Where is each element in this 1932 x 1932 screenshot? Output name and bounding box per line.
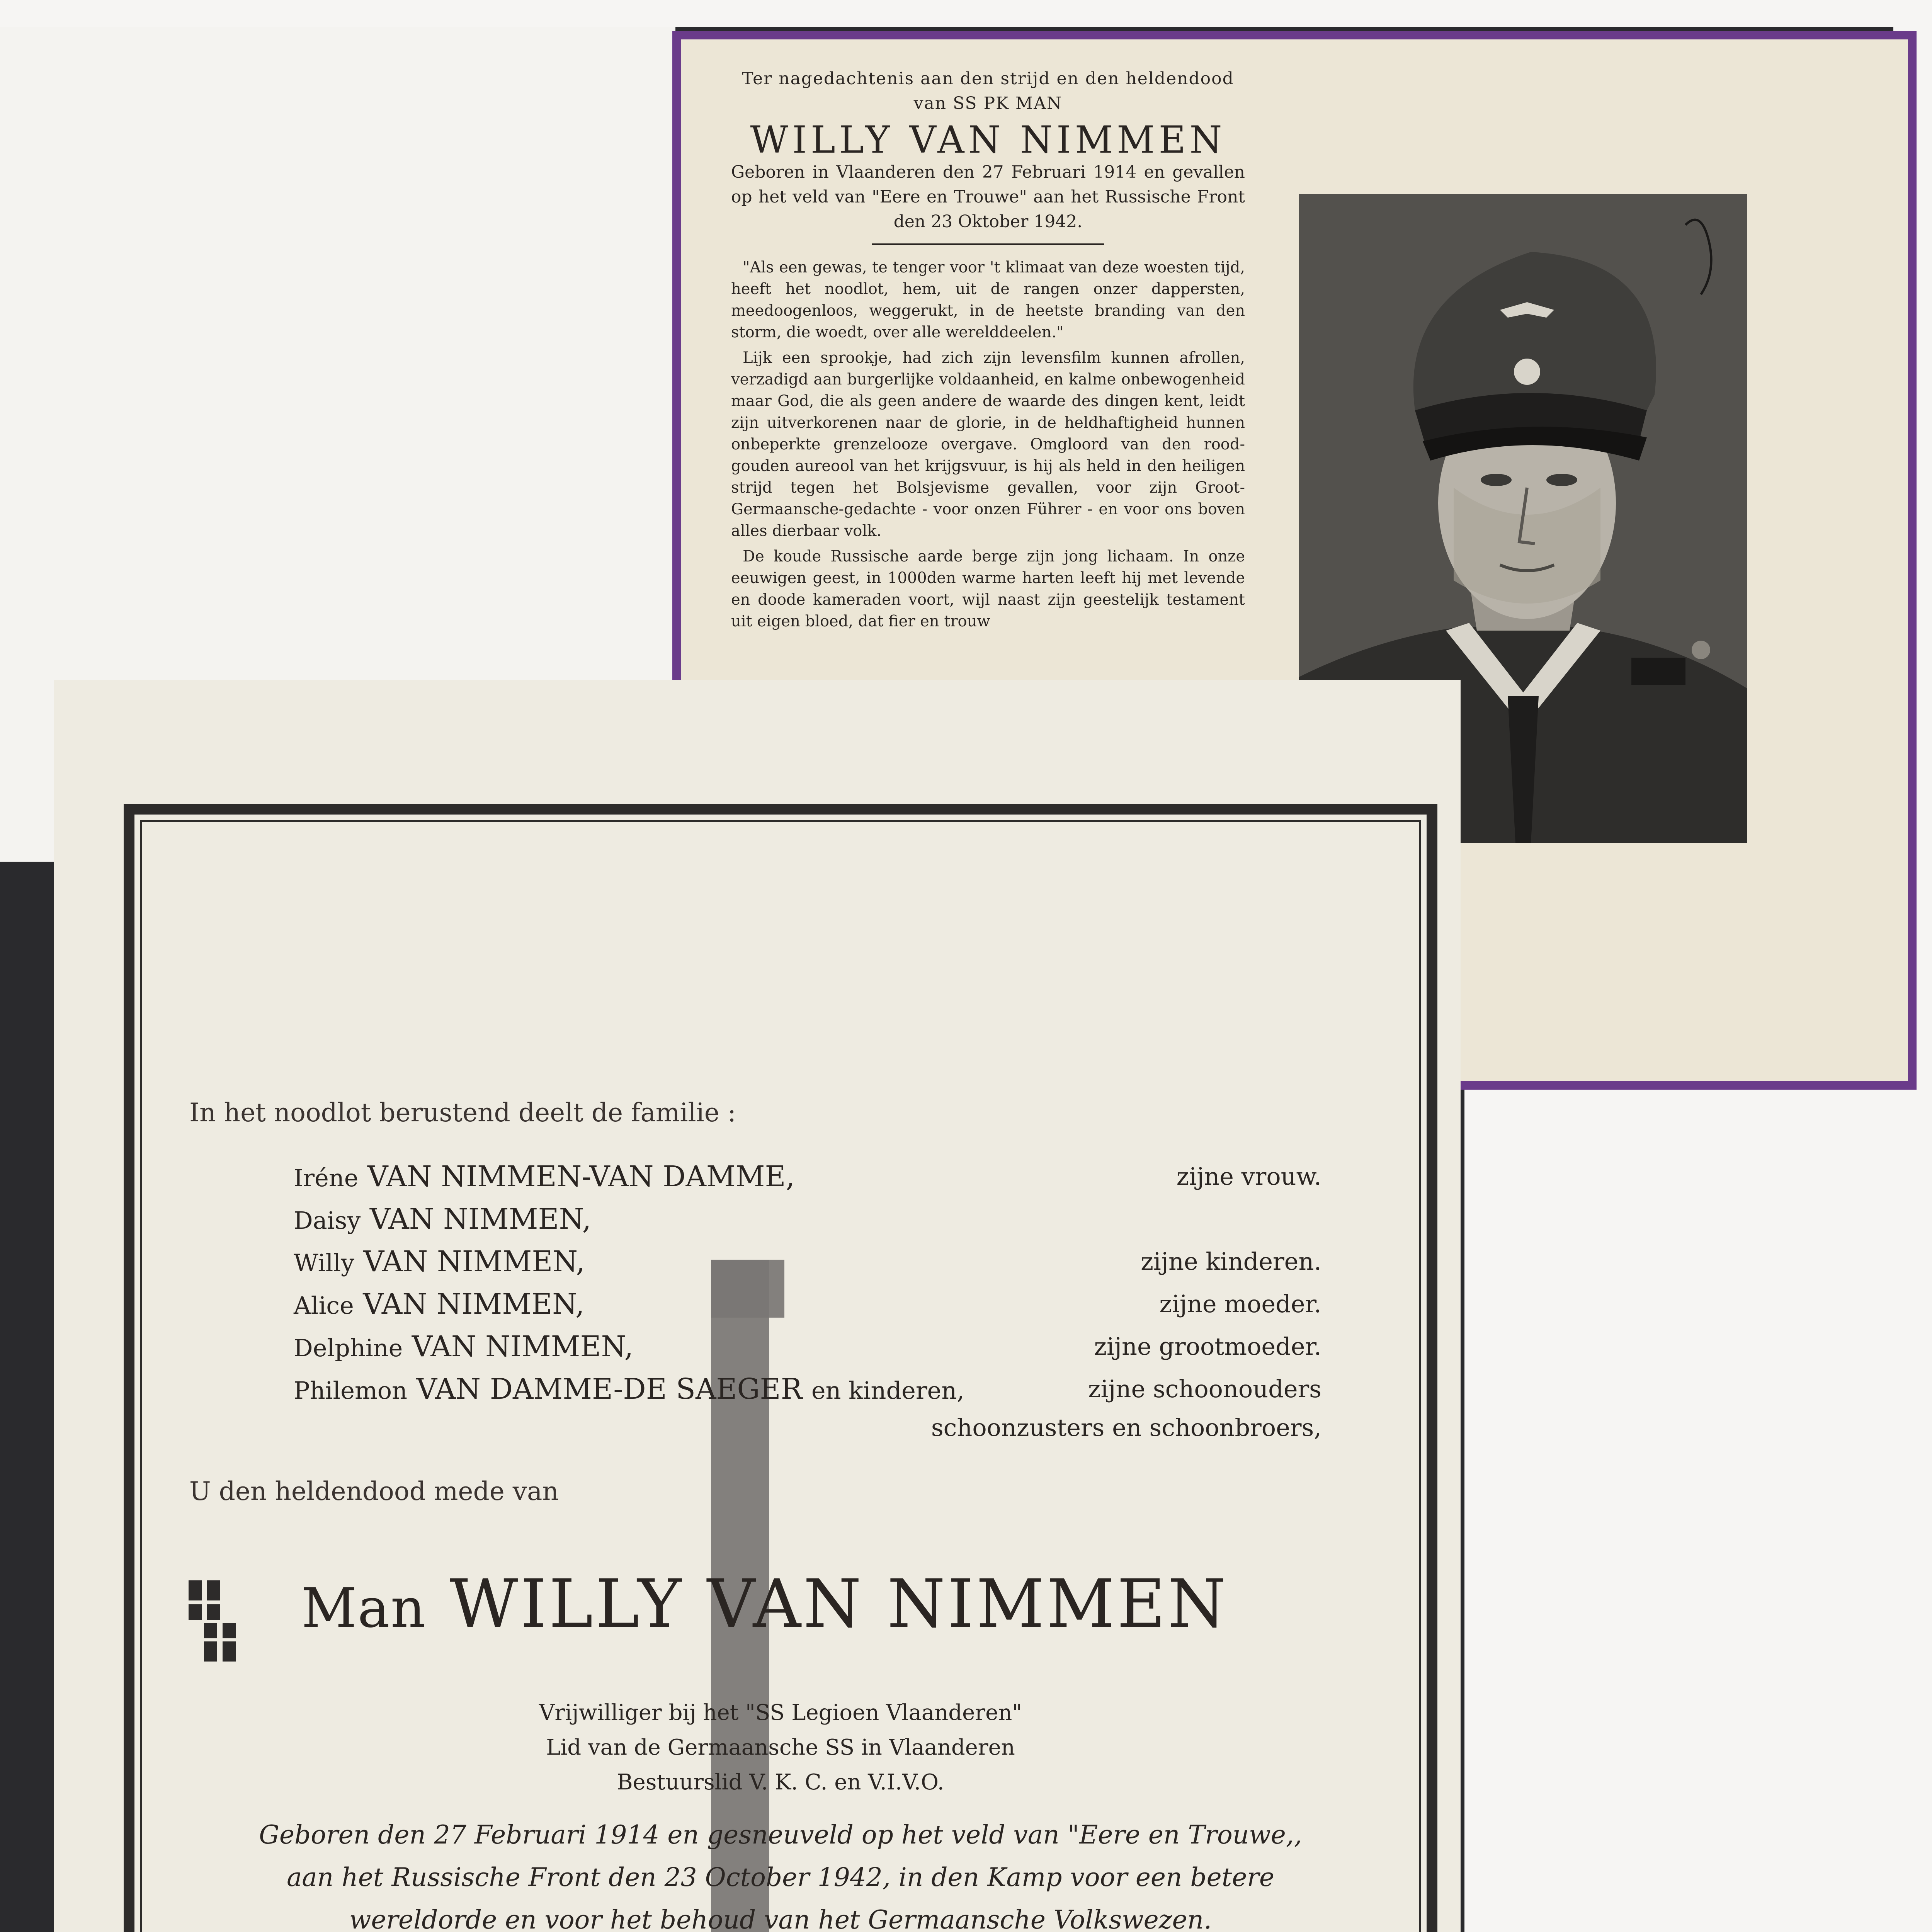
role-line: Bestuurslid V. K. C. en V.I.V.O. xyxy=(617,1770,944,1795)
last-name: VAN NIMMEN, xyxy=(363,1287,585,1321)
cross-top xyxy=(711,1260,784,1318)
first-name: Willy xyxy=(294,1249,355,1277)
family-intro: In het noodlot berustend deelt de familie : xyxy=(189,1098,736,1128)
card-heading-line2: van SS PK MAN xyxy=(913,94,1063,113)
role-line: Vrijwilliger bij het "SS Legioen Vlaanderen" xyxy=(539,1700,1022,1725)
notice-frame xyxy=(124,804,1437,1932)
first-name: Daisy xyxy=(294,1206,361,1235)
first-name: Delphine xyxy=(294,1334,403,1362)
family-member xyxy=(294,1329,633,1366)
role-line: Lid van de Germaansche SS in Vlaanderen xyxy=(546,1735,1015,1760)
family-relation-tail: schoonzusters en schoonbroers, xyxy=(931,1413,1321,1442)
first-name: Iréne xyxy=(294,1164,359,1192)
last-name: VAN NIMMEN, xyxy=(369,1202,592,1236)
family-member xyxy=(294,1372,964,1408)
born-line: wereldorde en voor het behoud van het Germaansche Volkswezen. xyxy=(349,1905,1212,1932)
last-name: VAN NIMMEN-VAN DAMME, xyxy=(367,1160,795,1193)
family-member xyxy=(294,1244,585,1281)
rank-label: Man xyxy=(301,1577,426,1640)
announce-line: U den heldendood mede van xyxy=(189,1476,559,1506)
last-name: VAN DAMME-DE SAEGER xyxy=(416,1372,803,1406)
card-name: WILLY VAN NIMMEN xyxy=(750,118,1226,162)
first-name: Alice xyxy=(294,1291,354,1320)
extra-text: en kinderen, xyxy=(811,1376,964,1405)
card-heading-line1: Ter nagedachtenis aan den strijd en den heldendood xyxy=(742,69,1234,88)
card-paragraph: Lijk een sprookje, had zich zijn levensfilm kunnen afrollen, verzadigd aan burgerlijke voldaanheid, en kalme onbewogenheid maar God, die als geen andere de waarde des dingen kent, leidt zijn uitverkorenen naar de glorie, in de heldhaftigheid hunnen onbeperkte grenzelooze overgave. Omgloord van den rood-gouden aureool van het krijgsvuur, is hij als held in den heiligen strijd tegen het Bolsjevisme gevallen, voor zijn Groot-Germaansche-gedachte - voor onzen Führer - en voor ons boven alles dierbaar volk. xyxy=(731,349,1245,540)
family-relation: zijne vrouw. xyxy=(1176,1162,1321,1190)
death-notice xyxy=(54,680,1461,1932)
deceased-name-text: WILLY VAN NIMMEN xyxy=(449,1565,1228,1643)
family-relation: zijne kinderen. xyxy=(1141,1247,1321,1276)
family-member xyxy=(294,1202,591,1238)
first-name: Philemon xyxy=(294,1376,408,1405)
card-body xyxy=(731,257,1245,632)
scan-background-strip xyxy=(0,0,1932,27)
family-member xyxy=(294,1287,585,1323)
family-relation: zijne schoonouders xyxy=(1088,1375,1321,1403)
card-divider xyxy=(872,243,1104,245)
born-line: aan het Russische Front den 23 October 1942, in den Kamp voor een betere xyxy=(287,1862,1274,1892)
born-line: Geboren den 27 Februari 1914 en gesneuveld op het veld van "Eere en Trouwe,, xyxy=(259,1820,1302,1850)
last-name: VAN NIMMEN, xyxy=(363,1245,585,1278)
family-member xyxy=(294,1159,795,1196)
memorial-card-text xyxy=(731,66,1245,636)
family-relation: zijne moeder. xyxy=(1159,1290,1321,1318)
last-name: VAN NIMMEN, xyxy=(412,1330,634,1363)
card-dates: Geboren in Vlaanderen den 27 Februari 1914 en gevallen op het veld van "Eere en Trouwe" aan het Russische Front den 23 Oktober 1942. xyxy=(731,162,1245,231)
card-paragraph: De koude Russische aarde berge zijn jong lichaam. In onze eeuwigen geest, in 1000den warme harten leeft hij met levende en doode kameraden voort, wijl naast zijn geestelijk testament uit eigen bloed, dat fier en trouw xyxy=(731,548,1245,630)
card-paragraph: "Als een gewas, te tenger voor 't klimaat van deze woesten tijd, heeft het noodlot, hem, uit de rangen onzer dappersten, meedoogenloos, weggerukt, in de heetste branding van den storm, die woedt, over alle werelddeelen." xyxy=(731,259,1245,341)
deceased-name xyxy=(301,1565,1228,1643)
ss-rune-icon xyxy=(185,1580,247,1662)
scan-background-right-lower xyxy=(1464,1043,1932,1932)
family-relation: zijne grootmoeder. xyxy=(1094,1332,1321,1361)
